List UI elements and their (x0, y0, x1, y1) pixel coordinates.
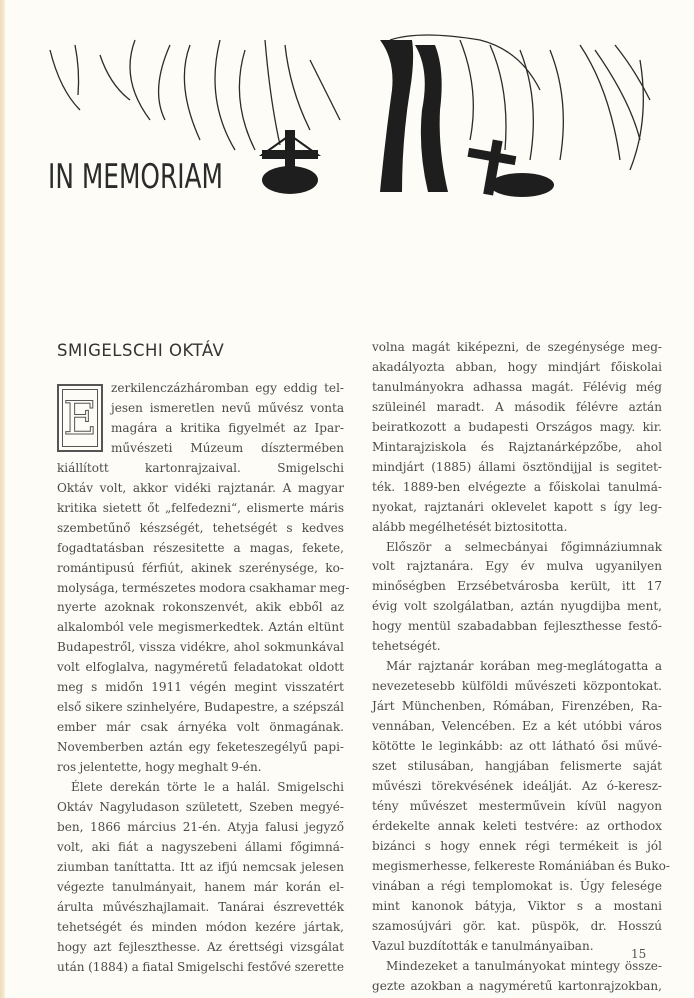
willow-trunks (380, 40, 448, 192)
text-line: ember már csak árnyéka volt önmagának. (57, 720, 344, 735)
text-line: volt, aki fiát a nagyszebeni állami főgimná- (57, 839, 344, 854)
text-line: árulta művészhajlamait. Tanárai észrevették (57, 899, 344, 914)
text-line: meg s midőn 1911 végén megint visszatért (57, 680, 344, 695)
text-line: beiratkozott a budapesti Országos magy. kir. (372, 419, 662, 434)
left-column (57, 379, 350, 978)
text-line: volt elfoglalva, nagyméretű feladatokat oldott (57, 660, 344, 675)
text-line: Először a selmecbányai főgimnáziumnak (386, 539, 662, 554)
right-grave (467, 140, 554, 197)
text-line: nyokat, rajztanári oklevelet kapott s így leg- (372, 499, 662, 514)
text-line: Már rajztanár korában meg-meglátogatta a (386, 659, 662, 674)
dropcap-e: E (57, 384, 103, 452)
text-line: zerkilenczázháromban egy eddig tel- (111, 381, 344, 395)
text-line: jesen ismeretlen nevű művész vonta (111, 400, 344, 415)
text-line: mindjárt (1885) állami ösztöndijjal is segitet- (372, 459, 662, 474)
text-line: magára a kritika figyelmét az Ipar- (111, 420, 344, 435)
text-line: szüleinél maradt. A második félévre aztán (372, 399, 662, 414)
text-line: nyerte azoknak rokonszenvét, akik ebből az (57, 600, 344, 615)
text-line: Mindezeket a tanulmányokat mintegy össze- (386, 958, 662, 973)
text-line: kiállított kartonrajzaival. Smigelschi (57, 460, 344, 475)
text-line: tehetségét és minden módon kezére jártak, (57, 919, 344, 934)
page-number: 15 (631, 947, 647, 961)
text-line: ben, 1866 március 21-én. Atyja falusi jegyző (57, 819, 344, 834)
text-line: első sikere szinhelyére, Budapestre, a szépszál (57, 700, 344, 715)
text-line: mint kanonok bátyja, Viktor s a mostani (372, 898, 662, 913)
text-line: bizánci s hogy ennek régi termékeit is jól (372, 838, 662, 853)
text-line: kötötte le leginkább: az ott látható ősi művé- (372, 739, 662, 754)
willow-graves-illustration (40, 30, 660, 200)
text-line: szamosújvári gör. kat. püspök, dr. Hosszú (372, 918, 662, 933)
in-memoriam-banner (40, 30, 660, 200)
willow-branches (50, 35, 650, 170)
text-line: végezte tanulmányait, hanem már korán el- (57, 879, 344, 894)
right-column (372, 338, 670, 996)
text-line: ros jelentette, hogy meghalt 9-én. (57, 760, 262, 775)
text-line: ziumban taníttatta. Itt az ifjú nemcsak jelesen (57, 859, 344, 874)
text-line: szet stilusában, hangjában felismerte saját (372, 759, 662, 774)
text-line: hogy mentül szabadabban fejleszthesse festő- (372, 619, 662, 634)
left-grave (262, 130, 318, 194)
text-line: alkalomból vele megismerkedtek. Aztán eltünt (57, 620, 344, 635)
text-line: hogy azt fejleszthesse. Az érettségi vizsgálat (57, 939, 344, 954)
text-line: megismerhesse, felkereste Romániában és Buko- (372, 858, 670, 873)
text-line: Élete derekán törte le a halál. Smigelschi (71, 780, 344, 795)
text-line: kritika sietett őt „felfedezni“, elismerte máris (57, 500, 344, 515)
text-line: gezte azokban a nagyméretű kartonrajzokban, (372, 978, 662, 993)
page-edge (0, 0, 5, 998)
text-line: volna magát kiképezni, de szegénysége meg- (372, 340, 662, 354)
text-line: után (1884) a fiatal Smigelschi festővé szerette (57, 959, 344, 974)
text-line: ték. 1889-ben elvégezte a főiskolai tanulmá- (372, 479, 662, 494)
article-heading: SMIGELSCHI OKTÁV (57, 341, 225, 360)
text-line: alább megélhetését biztositotta. (372, 519, 568, 534)
text-line: művészeti Múzeum dísztermében (111, 440, 344, 455)
text-line: művészi törekvésének ideálját. Az ó-keresz- (372, 778, 662, 793)
text-line: Oktáv volt, akkor vidéki rajztanár. A magyar (57, 480, 344, 495)
text-line: minőségben Erzsébetvárosba került, itt 17 (372, 579, 662, 594)
text-line: Oktáv Nagyludason született, Szeben megyé- (57, 800, 344, 815)
text-line: érdekelte annak keleti testvére: az orthodox (372, 818, 662, 833)
text-line: fogadtatásban részesitette a magas, fekete, (57, 540, 344, 555)
text-line: akadályozta abban, hogy mindjárt főiskolai (372, 359, 662, 374)
text-line: molysága, természetes modora csakhamar meg- (57, 580, 350, 595)
text-line: szembetűnő készségét, tehetségét s kedves (57, 520, 344, 535)
text-line: vennában, Velencében. Ez a két utóbbi város (372, 719, 662, 734)
text-line: Mintarajziskola és Rajztanárképzőbe, ahol (372, 439, 662, 454)
in-memoriam-title: IN MEMORIAM (48, 157, 223, 197)
text-line: évig volt szolgálatban, aztán nyugdijba ment, (372, 599, 662, 614)
text-line: Vazul buzdították e tanulmányaiban. (372, 938, 594, 953)
text-line: tanulmányokra adhassa magát. Félévig még (372, 379, 662, 394)
text-line: tehetségét. (372, 639, 441, 654)
text-line: Járt Münchenben, Rómában, Firenzében, Ra- (372, 699, 662, 714)
text-line: romántipusú férfiút, akinek szerénysége, ko- (57, 560, 344, 575)
text-line: Budapestről, vissza vidékre, ahol sokmunkával (57, 640, 344, 655)
text-line: tény művészet mesterművein kívül nagyon (372, 798, 662, 813)
text-line: vinában a régi templomokat is. Úgy felesége (372, 878, 662, 893)
text-line: volt rajztanára. Egy év mulva ugyanilyen (372, 559, 662, 574)
text-line: Novemberben aztán egy feketeszegélyű papi- (57, 740, 344, 755)
text-line: nevezetesebb külföldi művészeti központokat. (372, 679, 662, 694)
